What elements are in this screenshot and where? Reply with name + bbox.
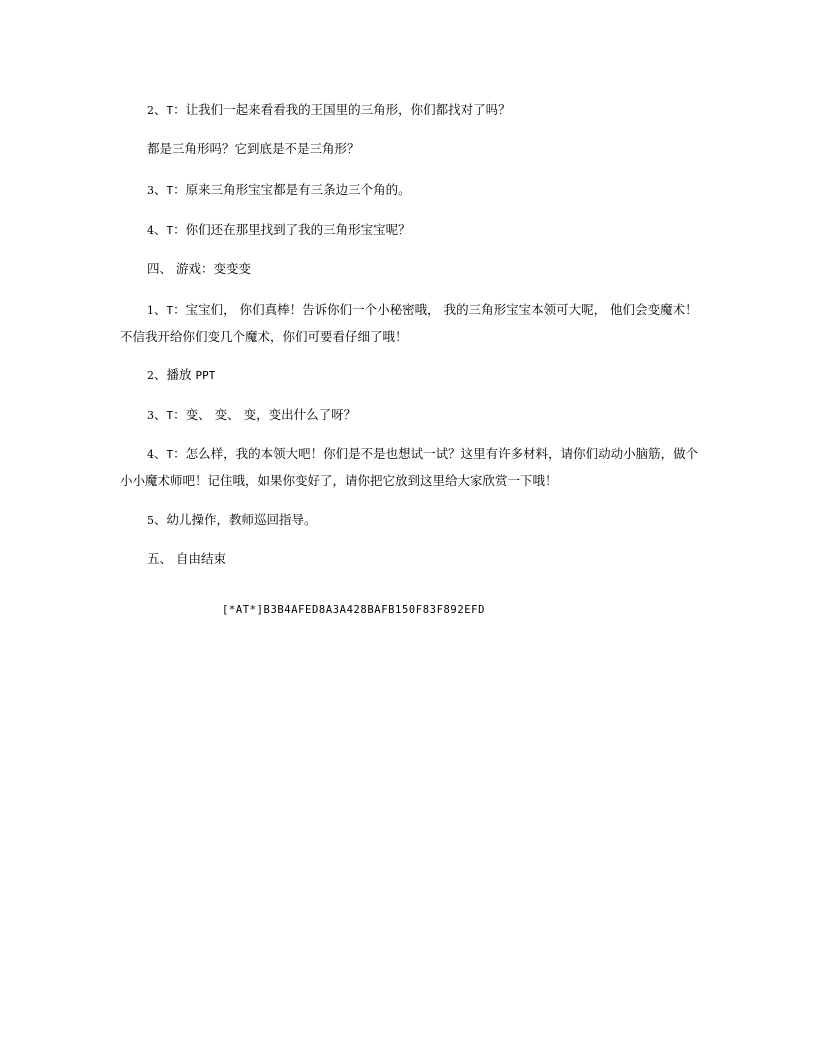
list-separator: 、 xyxy=(154,182,167,197)
step-number: 2 xyxy=(147,104,154,117)
speaker-label: T xyxy=(166,304,174,317)
step-number: 2 xyxy=(147,369,154,382)
list-separator: 、 xyxy=(154,407,167,422)
step-number: 3 xyxy=(147,409,154,422)
paragraph-text: ：原来三角形宝宝都是有三条边三个角的。 xyxy=(173,182,411,197)
speaker-label: T xyxy=(166,224,174,237)
speaker-label: T xyxy=(166,104,174,117)
list-separator: 、 xyxy=(154,222,167,237)
paragraph-text: 都是三角形吗？它到底是不是三角形？ xyxy=(147,141,360,156)
list-separator: 、 xyxy=(154,302,167,317)
paragraph-text: 幼儿操作，教师巡回指导。 xyxy=(166,512,317,527)
step-number: 5 xyxy=(147,514,154,527)
paragraph-game-step-4 xyxy=(120,441,700,494)
paragraph-step-4 xyxy=(120,217,700,244)
speaker-label: T xyxy=(166,448,174,461)
speaker-label: T xyxy=(166,409,174,422)
paragraph-game-step-2 xyxy=(120,362,700,389)
paragraph-text: ：让我们一起来看看我的王国里的三角形，你们都找对了吗？ xyxy=(173,102,511,117)
footer-code: [*AT*]B3B4AFED8A3A428BAFB150F83F892EFD xyxy=(222,604,486,616)
section-heading-text: 五、 自由结束 xyxy=(147,551,226,566)
paragraph-step-3 xyxy=(120,177,700,204)
section-heading-game xyxy=(120,256,700,282)
paragraph-text: ：怎么样，我的本领大吧！你们是不是也想试一试？这里有许多材料，请你们动动小脑筋，做个小小魔术师吧！记住哦，如果你变好了，请你把它放到这里给大家欣赏一下哦！ xyxy=(120,446,699,488)
step-number: 1 xyxy=(147,304,154,317)
paragraph-game-step-5 xyxy=(120,507,700,534)
paragraph-game-step-1 xyxy=(120,297,700,350)
paragraph-question xyxy=(120,136,700,162)
step-number: 4 xyxy=(147,224,154,237)
section-heading-text: 四、 游戏：变变变 xyxy=(147,261,251,276)
paragraph-text: ：变、 变、 变，变出什么了呀？ xyxy=(173,407,357,422)
list-separator: 、 xyxy=(154,367,167,382)
speaker-label: T xyxy=(166,184,174,197)
step-number: 3 xyxy=(147,184,154,197)
step-number: 4 xyxy=(147,448,154,461)
paragraph-text: ：宝宝们， 你们真棒！告诉你们一个小秘密哦， 我的三角形宝宝本领可大呢， 他们会变魔术！不信我开给你们变几个魔术，你们可要看仔细了哦！ xyxy=(120,302,698,344)
section-heading-end xyxy=(120,546,700,572)
paragraph-text: ：你们还在那里找到了我的三角形宝宝呢？ xyxy=(173,222,411,237)
ppt-label: PPT xyxy=(195,369,216,382)
list-separator: 、 xyxy=(154,512,167,527)
list-separator: 、 xyxy=(154,102,167,117)
paragraph-game-step-3 xyxy=(120,402,700,429)
paragraph-step-2 xyxy=(120,97,700,124)
list-separator: 、 xyxy=(154,446,167,461)
paragraph-text: 播放 xyxy=(166,367,196,382)
